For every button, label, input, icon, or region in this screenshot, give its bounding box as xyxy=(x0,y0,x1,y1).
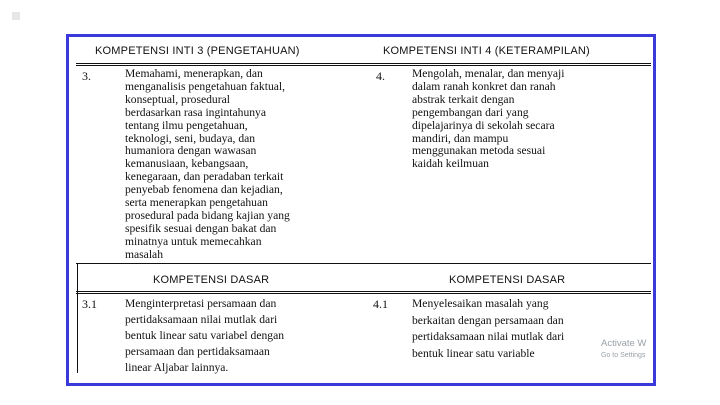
ki3-line: kenegaraan, dan peradaban terkait xyxy=(125,170,284,184)
ki4-line: menggunakan metoda sesuai xyxy=(412,144,546,158)
ki4-line: Mengolah, menalar, dan menyaji xyxy=(412,67,565,80)
ki3-line: tentang ilmu pengetahuan, xyxy=(125,118,248,132)
kd-rule-bottom-1 xyxy=(76,291,651,292)
ki4-number: 4. xyxy=(376,69,385,83)
kd4-line: berkaitan dengan persamaan dan xyxy=(412,313,564,327)
watermark-line-1: Activate W xyxy=(601,338,647,349)
kd-left-border xyxy=(77,263,78,373)
kd3-line: persamaan dan pertidaksamaan xyxy=(125,345,270,358)
header-rule-bottom xyxy=(76,65,651,66)
header-kd-left: KOMPETENSI DASAR xyxy=(153,274,270,286)
kd4-number: 4.1 xyxy=(373,297,388,311)
header-kd-right: KOMPETENSI DASAR xyxy=(449,274,566,286)
document-frame xyxy=(66,34,656,386)
header-ki3: KOMPETENSI INTI 3 (PENGETAHUAN) xyxy=(95,45,300,57)
ki3-line: penyebab fenomena dan kejadian, xyxy=(125,183,283,197)
windows-activation-watermark xyxy=(601,338,646,362)
kd-rule-bottom-2 xyxy=(76,293,651,294)
ki3-line: spesifik sesuai dengan bakat dan xyxy=(125,221,277,235)
kd4-description xyxy=(412,296,564,362)
kd-rule-top xyxy=(76,263,651,264)
kd3-number: 3.1 xyxy=(82,297,97,311)
ki4-line: pengembangan dari yang xyxy=(412,105,529,119)
kd4-line: Menyelesaikan masalah yang xyxy=(412,297,549,310)
ki3-line: menganalisis pengetahuan faktual, xyxy=(125,79,286,93)
ki3-line: prosedural pada bidang kajian yang xyxy=(125,208,290,222)
kd3-line: linear Aljabar lainnya. xyxy=(125,361,229,374)
ki3-line: berdasarkan rasa ingintahunya xyxy=(125,105,266,119)
kd3-description xyxy=(125,296,284,376)
ki3-line: kemanusiaan, kebangsaan, xyxy=(125,157,249,171)
ki4-description xyxy=(412,68,564,171)
kd4-line: pertidaksamaan nilai mutlak dari xyxy=(412,330,565,343)
kd4-line: bentuk linear satu variable xyxy=(412,346,535,360)
ki3-line: teknologi, seni, budaya, dan xyxy=(125,131,256,145)
ki4-line: abstrak terkait dengan xyxy=(412,92,515,106)
ki3-line: konseptual, prosedural xyxy=(125,92,230,106)
header-ki4: KOMPETENSI INTI 4 (KETERAMPILAN) xyxy=(383,45,590,57)
ki4-line: mandiri, dan mampu xyxy=(412,131,509,145)
watermark-line-2: Go to Settings xyxy=(601,352,646,359)
header-rule-top xyxy=(76,63,651,64)
slide-corner-marker xyxy=(12,12,20,20)
ki3-line: humaniora dengan wawasan xyxy=(125,144,257,158)
ki4-line: dalam ranah konkret dan ranah xyxy=(412,79,556,93)
ki4-line: kaidah keilmuan xyxy=(412,157,489,171)
ki3-line: minatnya untuk memecahkan xyxy=(125,234,262,248)
ki3-description xyxy=(125,68,290,262)
ki3-line: Memahami, menerapkan, dan xyxy=(125,67,263,80)
kd3-line: bentuk linear satu variabel dengan xyxy=(125,329,285,342)
ki3-line: masalah xyxy=(125,247,163,261)
kd3-line: Menginterpretasi persamaan dan xyxy=(125,297,277,310)
ki4-line: dipelajarinya di sekolah secara xyxy=(412,118,555,132)
kd3-line: pertidaksamaan nilai mutlak dari xyxy=(125,313,278,326)
ki3-line: serta menerapkan pengetahuan xyxy=(125,196,268,210)
ki3-number: 3. xyxy=(82,69,91,83)
